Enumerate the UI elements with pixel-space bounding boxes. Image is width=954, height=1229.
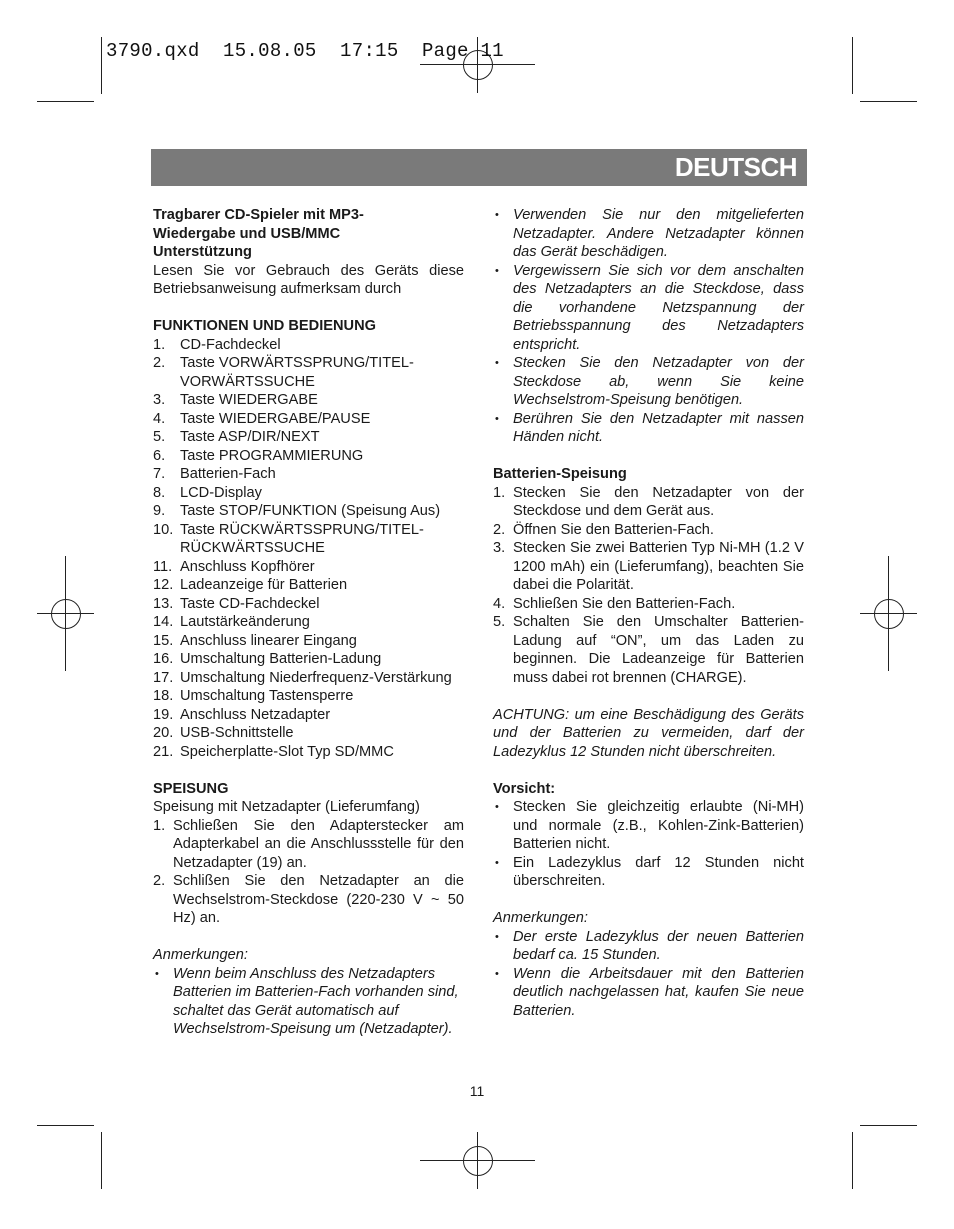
intro-text: Lesen Sie vor Gebrauch des Geräts diese Betriebsanweisung aufmerksam durch [153,262,464,297]
bullet-item: • Ein Ladezyklus darf 12 Stunden nicht überschreiten. [493,854,804,891]
list-text: Schließen Sie den Adapterstecker am Adapterkabel an die Anschlussstelle für den Netzadapter (19) an. [173,817,464,871]
battery-steps [493,484,804,688]
language-title: DEUTSCH [674,152,797,182]
notes-label: Anmerkungen: [153,947,248,963]
list-number: 7. [153,466,166,482]
power-notes [153,965,464,1039]
list-number: 9. [153,503,166,519]
list-item [153,595,464,614]
list-text: Taste VORWÄRTSSPRUNG/TITEL-VORWÄRTSSUCHE [180,355,414,390]
list-item [493,539,804,595]
list-item [153,669,464,688]
list-number: 1. [493,484,506,501]
list-number: 17. [153,669,174,686]
list-number: 2. [153,873,166,889]
bullet-item: • Wenn die Arbeitsdauer mit den Batterien deutlich nachgelassen hat, kaufen Sie neue Batterien. [493,965,804,1021]
caution-heading: Vorsicht: [493,780,556,797]
print-slug: 3790.qxd 15.08.05 17:15 Page 11 [106,40,504,62]
list-text: Taste PROGRAMMIERUNG [180,447,364,464]
list-number: 11. [153,558,173,575]
list-text: Taste RÜCKWÄRTSSPRUNG/TITEL-RÜCKWÄRTSSUCHE [180,521,424,556]
list-number: 16. [153,651,174,667]
list-number: 5. [493,614,506,630]
list-item [153,650,464,669]
power-heading: SPEISUNG [153,780,229,797]
list-text: USB-Schnittstelle [180,725,294,741]
bullet-item: • Berühren Sie den Netzadapter mit nassen Händen nicht. [493,410,804,447]
list-number: 1. [153,817,166,834]
list-text: Schließen Sie den Batterien-Fach. [513,595,736,612]
list-item [153,502,464,521]
list-text: Umschaltung Batterien-Ladung [180,651,382,667]
list-item [153,613,464,632]
bullet-item: • Der erste Ladezyklus der neuen Batterien bedarf ca. 15 Stunden. [493,928,804,965]
list-number: 8. [153,484,166,501]
page-number: 11 [469,1083,485,1099]
bullet-item: • Verwenden Sie nur den mitgelieferten Netzadapter. Andere Netzadapter können das Gerät beschädigen. [493,206,804,262]
list-number: 2. [153,355,166,371]
registration-mark-left [37,556,94,671]
list-number: 14. [153,614,174,630]
list-text: Anschluss linearer Eingang [180,632,357,649]
list-number: 3. [153,392,166,408]
list-item [493,484,804,521]
list-item [153,872,464,928]
list-item [153,354,464,391]
product-title: Tragbarer CD-Spieler mit MP3- Wiedergabe und USB/MMC Unterstützung [153,207,364,260]
list-item [153,391,464,410]
list-item [493,613,804,687]
list-number: 10. [153,521,174,538]
list-item [153,428,464,447]
list-item [493,595,804,614]
list-item [153,447,464,466]
power-steps [153,817,464,928]
list-number: 6. [153,447,166,464]
list-number: 19. [153,706,174,723]
list-text: Taste CD-Fachdeckel [180,595,320,612]
list-number: 5. [153,429,166,445]
list-item [153,484,464,503]
list-item [153,465,464,484]
list-number: 3. [493,540,506,556]
list-item [153,743,464,762]
list-text: Öffnen Sie den Batterien-Fach. [513,521,714,538]
registration-mark-right [860,556,917,671]
list-item [153,558,464,577]
list-number: 13. [153,595,174,612]
list-text: Anschluss Netzadapter [180,706,331,723]
list-item [153,632,464,651]
list-text: Stecken Sie den Netzadapter von der Steckdose und dem Gerät aus. [513,484,804,519]
power-intro: Speisung mit Netzadapter (Lieferumfang) [153,799,420,815]
list-text: Ladeanzeige für Batterien [180,577,348,593]
list-text: Taste WIEDERGABE [180,392,318,408]
caution-list [493,798,804,891]
list-item [153,410,464,429]
list-text: CD-Fachdeckel [180,336,281,353]
adapter-notes [493,206,804,447]
language-banner [151,149,807,186]
list-item [153,817,464,873]
registration-mark-bottom [420,1132,535,1189]
bullet-item: • Stecken Sie den Netzadapter von der Steckdose ab, wenn Sie keine Wechselstrom-Speisung benötigen. [493,354,804,410]
list-text: LCD-Display [180,484,262,501]
left-column [153,206,464,1039]
functions-heading: FUNKTIONEN UND BEDIENUNG [153,318,376,334]
list-item [153,706,464,725]
warning-text: ACHTUNG: um eine Beschädigung des Geräts und der Batterien zu vermeiden, darf der Ladezyklus 12 Stunden nicht überschreiten. [493,706,804,760]
list-text: Anschluss Kopfhörer [180,558,315,575]
list-number: 12. [153,577,174,593]
list-item [153,336,464,355]
list-number: 20. [153,725,174,741]
list-number: 1. [153,336,166,353]
notes-label: Anmerkungen: [493,910,588,926]
list-text: Schalten Sie den Umschalter Batterien-Ladung auf “ON”, um das Laden zu beginnen. Die Ladeanzeige für Batterien muss dabei rot brennen (CHARGE). [513,614,804,686]
list-text: Schlißen Sie den Netzadapter an die Wechselstrom-Steckdose (220-230 V ~ 50 Hz) an. [173,873,464,926]
list-text: Stecken Sie zwei Batterien Typ Ni-MH (1.2 V 1200 mAh) ein (Lieferumfang), beachten Sie dabei die Polarität. [513,540,804,593]
list-text: Taste WIEDERGABE/PAUSE [180,410,371,427]
list-text: Taste ASP/DIR/NEXT [180,429,320,445]
list-text: Lautstärkeänderung [180,614,310,630]
list-number: 2. [493,521,506,538]
bullet-item: • Wenn beim Anschluss des Netzadapters Batterien im Batterien-Fach vorhanden sind, schaltet das Gerät automatisch auf Wechselstrom-Speisung um (Netzadapter). [153,965,464,1039]
battery-notes [493,928,804,1021]
battery-heading: Batterien-Speisung [493,466,627,482]
list-item [153,724,464,743]
list-text: Batterien-Fach [180,466,276,482]
list-text: Speicherplatte-Slot Typ SD/MMC [180,743,394,760]
bullet-item: • Stecken Sie gleichzeitig erlaubte (Ni-MH) und normale (z.B., Kohlen-Zink-Batterien) Batterien nicht. [493,798,804,854]
list-text: Umschaltung Tastensperre [180,688,354,704]
functions-list [153,336,464,762]
list-number: 4. [153,410,166,427]
list-number: 18. [153,688,174,704]
list-item [153,521,464,558]
list-number: 15. [153,632,174,649]
list-text: Taste STOP/FUNKTION (Speisung Aus) [180,503,441,519]
list-text: Umschaltung Niederfrequenz-Verstärkung [180,669,452,686]
list-number: 4. [493,595,506,612]
bullet-item: • Vergewissern Sie sich vor dem anschalten des Netzadapters an die Steckdose, dass die vorhandene Netzspannung der Betriebsspannung des Netzadapters entspricht. [493,262,804,355]
list-item [153,687,464,706]
list-item [153,576,464,595]
list-number: 21. [153,743,174,760]
right-column [493,206,804,1020]
list-item [493,521,804,540]
